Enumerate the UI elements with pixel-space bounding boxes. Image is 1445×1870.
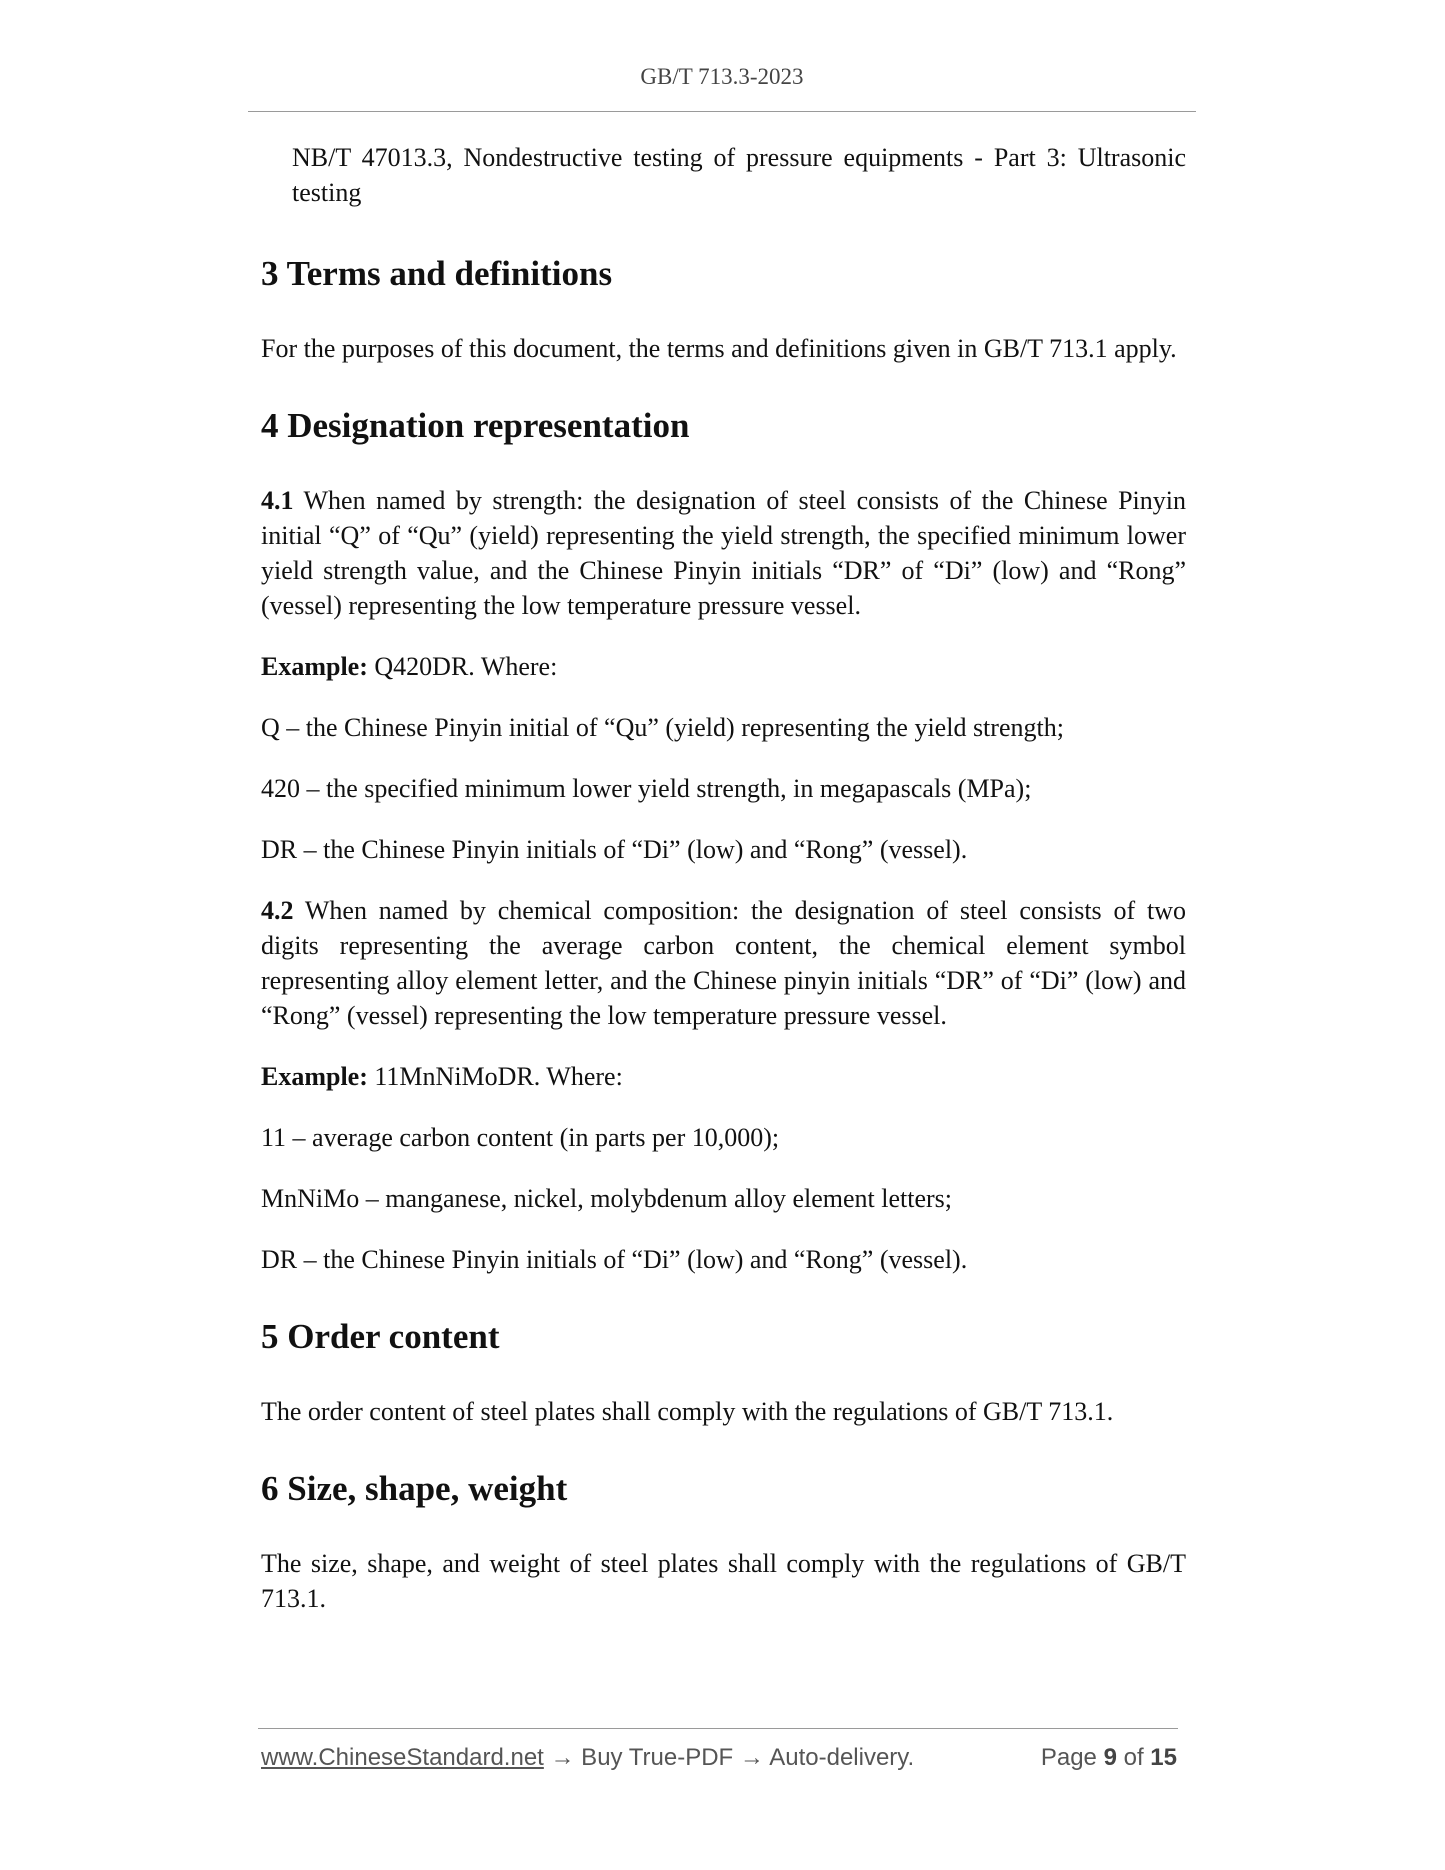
example-label: Example: (261, 1062, 368, 1091)
page-footer (261, 1744, 1179, 1772)
list-item: MnNiMo – manganese, nickel, molybdenum alloy element letters; (261, 1184, 953, 1213)
section-6-body: The size, shape, and weight of steel plates shall comply with the regulations of GB/T 713.1. (261, 1549, 1186, 1613)
page-total: 15 (1150, 1744, 1177, 1771)
page-number (1041, 1744, 1177, 1772)
clause-4-2 (261, 893, 1186, 1033)
website-link[interactable]: www.ChineseStandard.net (261, 1744, 544, 1771)
clause-4-2-number: 4.2 (261, 896, 294, 925)
list-item: Q – the Chinese Pinyin initial of “Qu” (yield) representing the yield strength; (261, 713, 1064, 742)
page-of: of (1123, 1744, 1144, 1771)
section-5-heading: 5 Order content (261, 1317, 500, 1356)
list-item: 11 – average carbon content (in parts per 10,000); (261, 1123, 780, 1152)
section-3-body: For the purposes of this document, the terms and definitions given in GB/T 713.1 apply. (261, 334, 1177, 363)
page-current: 9 (1103, 1744, 1117, 1771)
section-6-heading: 6 Size, shape, weight (261, 1469, 568, 1508)
clause-4-2-text: When named by chemical composition: the designation of steel consists of two digits representing the average carbon content, the chemical element symbol representing alloy element letter, and the Chinese pinyin initials “DR” of “Di” (low) and “Rong” (vessel) representing the low temperature pressure vessel. (261, 896, 1186, 1030)
footer-divider (258, 1728, 1178, 1729)
clause-4-1-text: When named by strength: the designation of steel consists of the Chinese Pinyin initial “Q” of “Qu” (yield) representing the yield strength, the specified minimum lower yield strength value, and the Chinese Pinyin initials “DR” of “Di” (low) and “Rong” (vessel) representing the low temperature pressure vessel. (261, 486, 1186, 620)
normative-reference: NB/T 47013.3, Nondestructive testing of pressure equipments - Part 3: Ultrasonic testing (292, 143, 1186, 207)
example-text: Q420DR. Where: (367, 652, 558, 681)
example-4-2 (261, 1059, 1186, 1094)
promo-text: → Buy True-PDF → Auto-delivery. (543, 1744, 915, 1771)
clause-4-1-number: 4.1 (261, 486, 294, 515)
running-header: GB/T 713.3-2023 (640, 64, 804, 89)
clause-4-1 (261, 483, 1186, 623)
example-4-1 (261, 649, 1186, 684)
header-divider (248, 111, 1196, 112)
list-item: DR – the Chinese Pinyin initials of “Di” (low) and “Rong” (vessel). (261, 835, 968, 864)
list-item: DR – the Chinese Pinyin initials of “Di” (low) and “Rong” (vessel). (261, 1245, 968, 1274)
example-text: 11MnNiMoDR. Where: (367, 1062, 623, 1091)
section-5-body: The order content of steel plates shall comply with the regulations of GB/T 713.1. (261, 1397, 1114, 1426)
section-4-heading: 4 Designation representation (261, 406, 690, 445)
list-item: 420 – the specified minimum lower yield strength, in megapascals (MPa); (261, 774, 1032, 803)
document-body (261, 140, 1186, 1616)
example-label: Example: (261, 652, 368, 681)
page-label: Page (1040, 1744, 1097, 1771)
section-3-heading: 3 Terms and definitions (261, 254, 613, 293)
